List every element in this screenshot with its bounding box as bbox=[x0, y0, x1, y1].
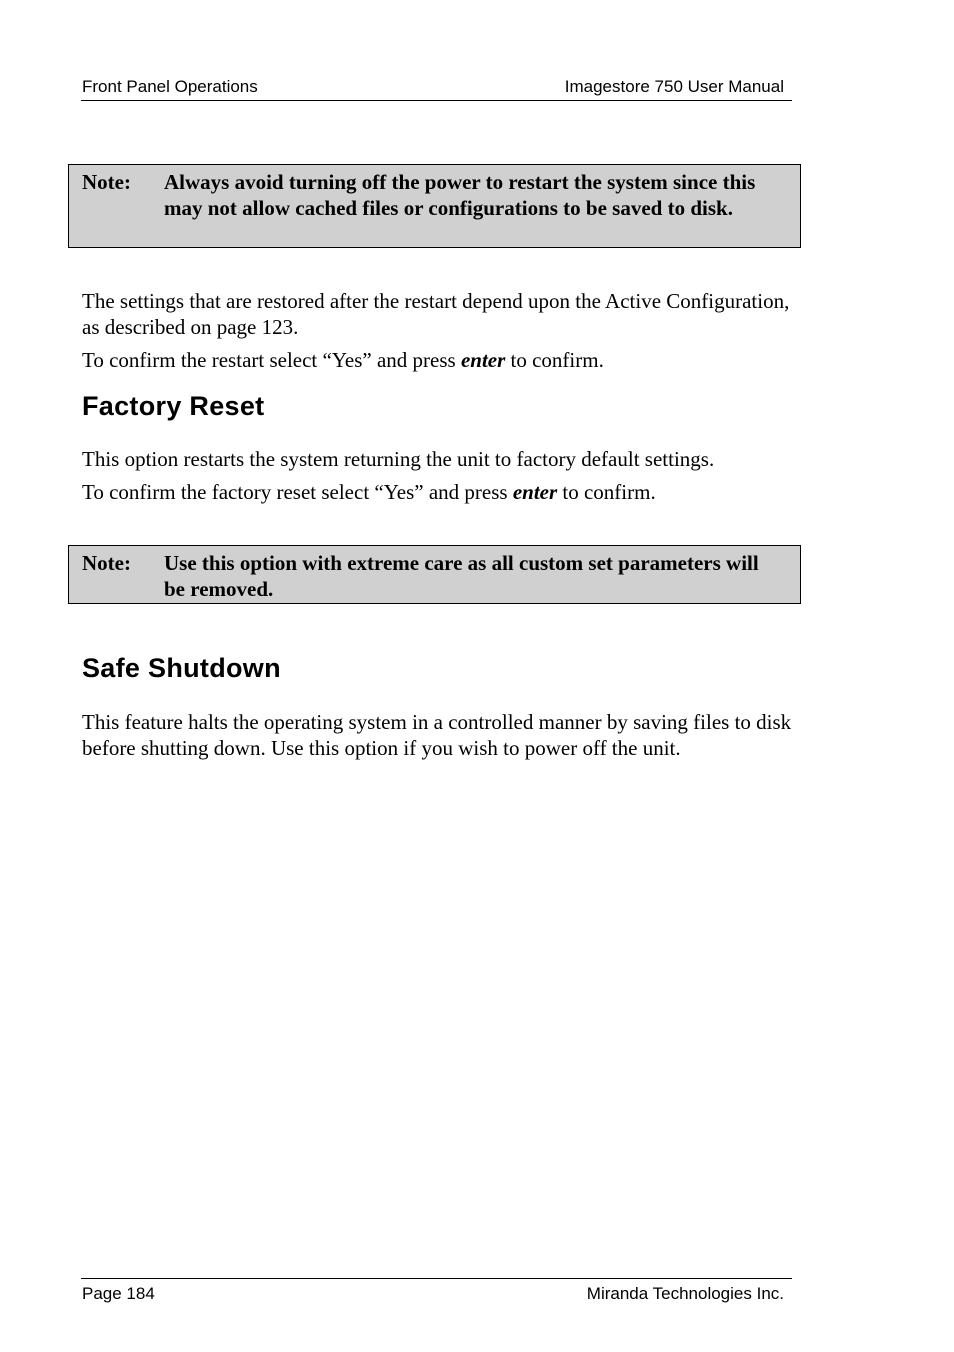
page-header bbox=[81, 76, 792, 101]
note-label: Note: bbox=[82, 551, 131, 575]
text-segment: To confirm the factory reset select “Yes” and press bbox=[82, 480, 513, 504]
safe-shutdown-heading: Safe Shutdown bbox=[82, 653, 281, 683]
note-box-power bbox=[68, 164, 801, 248]
factory-reset-confirm-paragraph bbox=[82, 479, 794, 505]
restart-confirm-paragraph bbox=[82, 347, 794, 373]
company-name: Miranda Technologies Inc. bbox=[586, 1284, 784, 1303]
page-footer bbox=[81, 1278, 792, 1303]
factory-reset-heading: Factory Reset bbox=[82, 391, 265, 421]
text-segment: to confirm. bbox=[557, 480, 656, 504]
factory-reset-description: This option restarts the system returning the unit to factory default settings. bbox=[82, 447, 715, 471]
note-label: Note: bbox=[82, 170, 131, 194]
enter-key-emphasis: enter bbox=[512, 480, 558, 504]
note-text: Always avoid turning off the power to restart the system since this may not allow cached files or configurations to be saved to disk. bbox=[164, 170, 756, 220]
text-segment: to confirm. bbox=[505, 348, 604, 372]
header-manual-title: Imagestore 750 User Manual bbox=[564, 77, 784, 96]
restart-settings-paragraph: The settings that are restored after the restart depend upon the Active Configuration, as described on page 123. bbox=[82, 289, 790, 339]
header-section-title: Front Panel Operations bbox=[82, 77, 258, 96]
page-number: Page 184 bbox=[82, 1284, 155, 1303]
text-segment: To confirm the restart select “Yes” and press bbox=[82, 348, 461, 372]
note-box-factory-reset bbox=[68, 545, 801, 604]
note-text: Use this option with extreme care as all custom set parameters will be removed. bbox=[164, 551, 759, 601]
safe-shutdown-description: This feature halts the operating system in a controlled manner by saving files to disk before shutting down. Use this option if you wish to power off the unit. bbox=[82, 710, 792, 760]
enter-key-emphasis: enter bbox=[460, 348, 506, 372]
